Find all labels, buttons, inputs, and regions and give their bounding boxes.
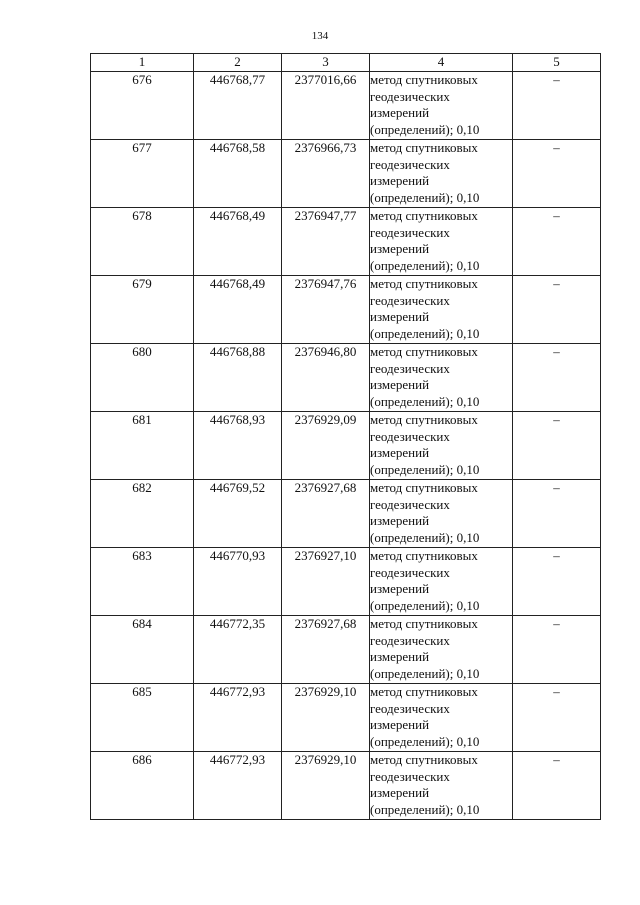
column-header-5: 5 [513,54,601,72]
x-coordinate-cell: 446770,93 [194,548,282,616]
column-header-2: 2 [194,54,282,72]
table-row [91,752,601,820]
table-row [91,344,601,412]
y-coordinate-cell: 2376929,10 [282,752,370,820]
note-cell: – [513,684,601,752]
y-coordinate-cell: 2376929,10 [282,684,370,752]
table-row [91,140,601,208]
method-cell: метод спутниковых геодезических измерений (определений); 0,10 [370,276,513,344]
x-coordinate-cell: 446772,35 [194,616,282,684]
point-number-cell: 680 [91,344,194,412]
y-coordinate-cell: 2376966,73 [282,140,370,208]
method-cell: метод спутниковых геодезических измерений (определений); 0,10 [370,344,513,412]
y-coordinate-cell: 2376927,10 [282,548,370,616]
note-cell: – [513,276,601,344]
table-row [91,480,601,548]
point-number-cell: 686 [91,752,194,820]
x-coordinate-cell: 446769,52 [194,480,282,548]
x-coordinate-cell: 446768,58 [194,140,282,208]
y-coordinate-cell: 2377016,66 [282,72,370,140]
point-number-cell: 678 [91,208,194,276]
page-number: 134 [311,30,329,42]
x-coordinate-cell: 446768,49 [194,208,282,276]
column-header-3: 3 [282,54,370,72]
note-cell: – [513,548,601,616]
x-coordinate-cell: 446768,88 [194,344,282,412]
x-coordinate-cell: 446772,93 [194,752,282,820]
table-body [91,72,601,820]
point-number-cell: 677 [91,140,194,208]
table-row [91,208,601,276]
y-coordinate-cell: 2376947,76 [282,276,370,344]
note-cell: – [513,140,601,208]
method-cell: метод спутниковых геодезических измерений (определений); 0,10 [370,72,513,140]
table-row [91,72,601,140]
point-number-cell: 676 [91,72,194,140]
method-cell: метод спутниковых геодезических измерений (определений); 0,10 [370,616,513,684]
method-cell: метод спутниковых геодезических измерений (определений); 0,10 [370,140,513,208]
table-row [91,412,601,480]
method-cell: метод спутниковых геодезических измерений (определений); 0,10 [370,684,513,752]
coordinates-table [90,53,601,820]
note-cell: – [513,616,601,684]
note-cell: – [513,480,601,548]
note-cell: – [513,752,601,820]
note-cell: – [513,344,601,412]
point-number-cell: 679 [91,276,194,344]
x-coordinate-cell: 446772,93 [194,684,282,752]
point-number-cell: 682 [91,480,194,548]
table-row [91,548,601,616]
y-coordinate-cell: 2376927,68 [282,480,370,548]
x-coordinate-cell: 446768,77 [194,72,282,140]
point-number-cell: 681 [91,412,194,480]
y-coordinate-cell: 2376927,68 [282,616,370,684]
table-header-row [91,54,601,72]
point-number-cell: 683 [91,548,194,616]
column-header-4: 4 [370,54,513,72]
table-row [91,276,601,344]
x-coordinate-cell: 446768,93 [194,412,282,480]
y-coordinate-cell: 2376946,80 [282,344,370,412]
note-cell: – [513,412,601,480]
table-row [91,616,601,684]
method-cell: метод спутниковых геодезических измерений (определений); 0,10 [370,412,513,480]
method-cell: метод спутниковых геодезических измерений (определений); 0,10 [370,208,513,276]
method-cell: метод спутниковых геодезических измерений (определений); 0,10 [370,480,513,548]
method-cell: метод спутниковых геодезических измерений (определений); 0,10 [370,548,513,616]
note-cell: – [513,208,601,276]
x-coordinate-cell: 446768,49 [194,276,282,344]
point-number-cell: 684 [91,616,194,684]
y-coordinate-cell: 2376929,09 [282,412,370,480]
method-cell: метод спутниковых геодезических измерений (определений); 0,10 [370,752,513,820]
table-row [91,684,601,752]
column-header-1: 1 [91,54,194,72]
y-coordinate-cell: 2376947,77 [282,208,370,276]
point-number-cell: 685 [91,684,194,752]
note-cell: – [513,72,601,140]
